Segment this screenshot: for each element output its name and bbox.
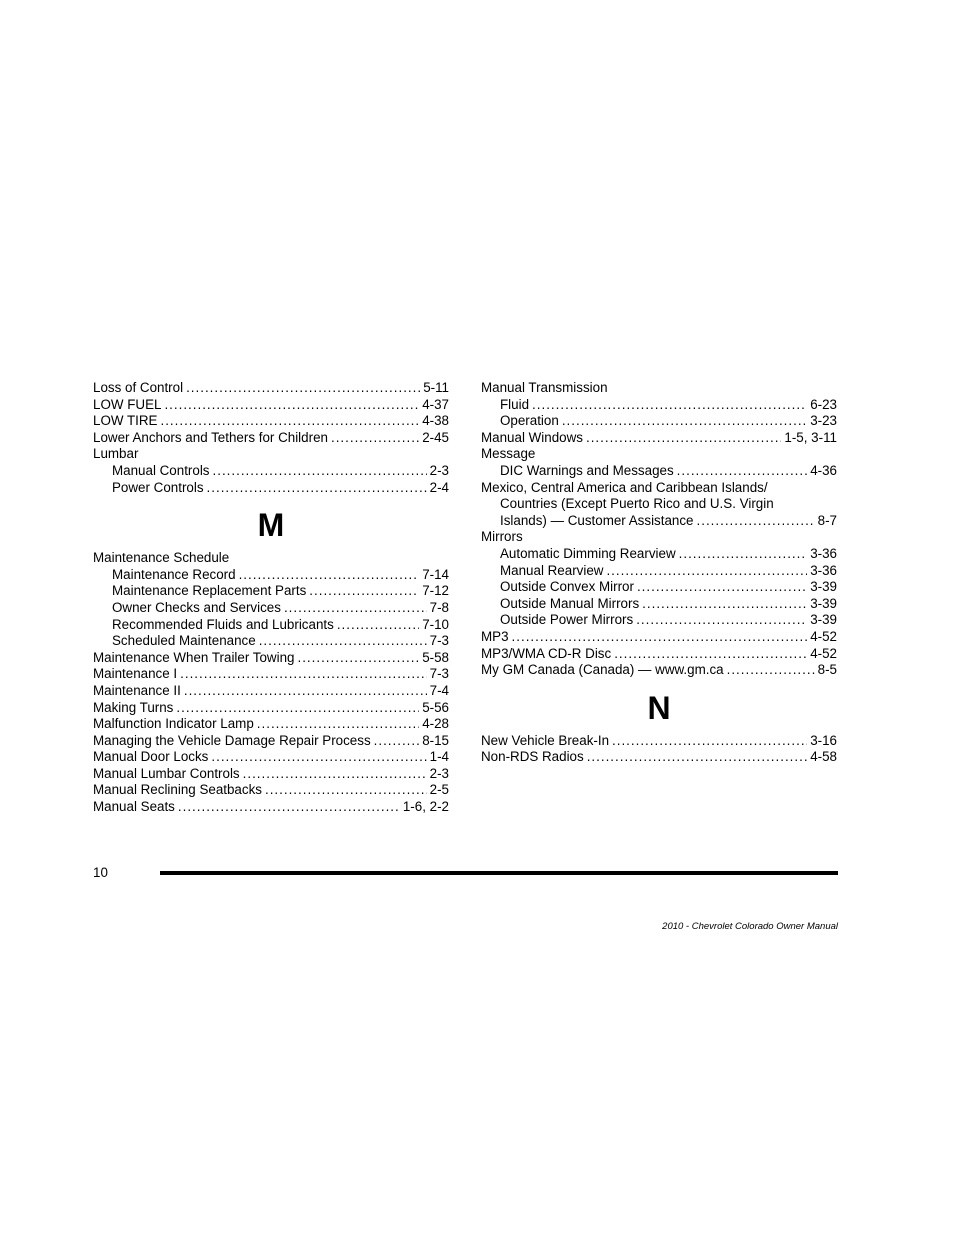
index-heading-mirrors: Mirrors bbox=[481, 529, 523, 545]
index-heading-continuation: Countries (Except Puerto Rico and U.S. Virgin bbox=[500, 496, 774, 512]
index-subentry: Operation ..... 3-23 bbox=[481, 413, 837, 430]
index-subentry: Outside Power Mirrors ..... 3-39 bbox=[481, 612, 837, 629]
index-heading-lumbar: Lumbar bbox=[93, 446, 139, 462]
index-entry: LOW TIRE ..... 4-38 bbox=[93, 413, 449, 430]
index-subentry: Maintenance Replacement Parts ..... 7-12 bbox=[93, 583, 449, 600]
index-heading-maintenance-schedule: Maintenance Schedule bbox=[93, 550, 230, 566]
index-entry: Loss of Control ..... 5-11 bbox=[93, 380, 449, 397]
index-heading-mexico: Mexico, Central America and Caribbean Islands/ bbox=[481, 479, 768, 495]
index-subentry: Islands) — Customer Assistance ..... 8-7 bbox=[481, 513, 837, 530]
index-entry: Manual Windows ..... 1-5, 3-11 bbox=[481, 430, 837, 447]
index-entry: LOW FUEL ..... 4-37 bbox=[93, 397, 449, 414]
index-entry: Making Turns ..... 5-56 bbox=[93, 700, 449, 717]
index-entry: MP3 ..... 4-52 bbox=[481, 629, 837, 646]
index-entry: Non-RDS Radios ..... 4-58 bbox=[481, 749, 837, 766]
index-subentry: Manual Rearview ..... 3-36 bbox=[481, 563, 837, 580]
section-letter-m: M bbox=[257, 507, 285, 544]
index-subentry: Outside Manual Mirrors ..... 3-39 bbox=[481, 596, 837, 613]
index-entry: Maintenance II ..... 7-4 bbox=[93, 683, 449, 700]
index-heading-message: Message bbox=[481, 446, 536, 462]
index-subentry: Fluid ..... 6-23 bbox=[481, 397, 837, 414]
index-subentry: Owner Checks and Services ..... 7-8 bbox=[93, 600, 449, 617]
index-subentry: Maintenance Record ..... 7-14 bbox=[93, 567, 449, 584]
index-subentry: Outside Convex Mirror ..... 3-39 bbox=[481, 579, 837, 596]
index-subentry: Automatic Dimming Rearview ..... 3-36 bbox=[481, 546, 837, 563]
index-subentry: Recommended Fluids and Lubricants ..... 7-10 bbox=[93, 617, 449, 634]
index-subentry: Manual Controls ..... 2-3 bbox=[93, 463, 449, 480]
index-entry: Maintenance When Trailer Towing ..... 5-58 bbox=[93, 650, 449, 667]
footer-rule bbox=[160, 871, 838, 875]
index-subentry: DIC Warnings and Messages ..... 4-36 bbox=[481, 463, 837, 480]
footer-text: 2010 - Chevrolet Colorado Owner Manual bbox=[662, 921, 838, 932]
index-entry: Maintenance I ..... 7-3 bbox=[93, 666, 449, 683]
index-subentry: Scheduled Maintenance ..... 7-3 bbox=[93, 633, 449, 650]
index-entry: Manual Lumbar Controls ..... 2-3 bbox=[93, 766, 449, 783]
index-column-left bbox=[93, 380, 449, 816]
index-entry: Manual Reclining Seatbacks ..... 2-5 bbox=[93, 782, 449, 799]
index-entry: Manual Seats ..... 1-6, 2-2 bbox=[93, 799, 449, 816]
index-entry: My GM Canada (Canada) — www.gm.ca ..... 8-5 bbox=[481, 662, 837, 679]
index-entry: Manual Door Locks ..... 1-4 bbox=[93, 749, 449, 766]
index-entry: MP3/WMA CD-R Disc ..... 4-52 bbox=[481, 646, 837, 663]
index-column-right bbox=[481, 380, 837, 766]
index-subentry: Power Controls ..... 2-4 bbox=[93, 480, 449, 497]
page-number: 10 bbox=[93, 865, 108, 880]
section-letter-n: N bbox=[647, 689, 671, 726]
index-entry: Malfunction Indicator Lamp ..... 4-28 bbox=[93, 716, 449, 733]
index-entry: Lower Anchors and Tethers for Children ..... 2-45 bbox=[93, 430, 449, 447]
index-entry: Managing the Vehicle Damage Repair Process ..... 8-15 bbox=[93, 733, 449, 750]
index-entry: New Vehicle Break-In ..... 3-16 bbox=[481, 733, 837, 750]
index-heading-manual-transmission: Manual Transmission bbox=[481, 380, 608, 395]
